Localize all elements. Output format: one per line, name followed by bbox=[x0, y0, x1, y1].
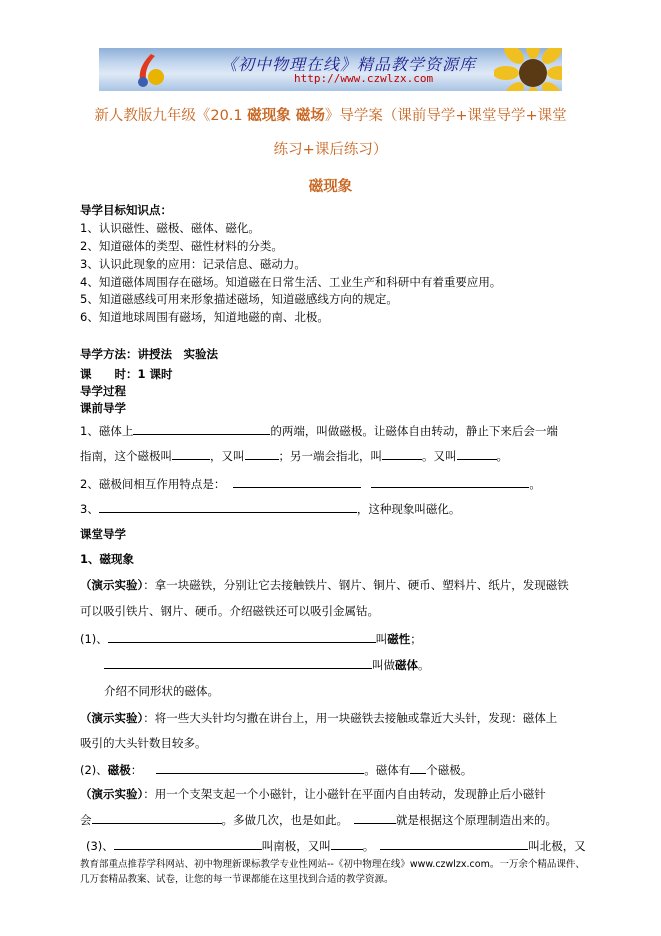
method-line: 导学方法：讲授法 实验法 bbox=[80, 347, 218, 361]
answer-blank[interactable] bbox=[92, 811, 222, 824]
answer-blank[interactable] bbox=[410, 761, 426, 774]
demo-3-cont: 会 。多做几次，也是如此。 就是根据这个原理制造出来的。 bbox=[80, 813, 557, 827]
answer-blank[interactable] bbox=[108, 630, 376, 643]
footer-line-1: 教育部重点推荐学科网站、初中物理新课标教学专业性网站--《初中物理在线》www.czwlzx.com。一万余个精品课件、 bbox=[80, 859, 585, 870]
objective-item: 5、知道磁感线可用来形象描述磁场，知道磁感线方向的规定。 bbox=[80, 292, 398, 306]
sunflower-icon bbox=[494, 48, 562, 91]
demo-2-cont: 吸引的大头针数目较多。 bbox=[80, 736, 207, 750]
answer-blank[interactable] bbox=[382, 447, 422, 460]
point-1: (1)、 叫磁性； bbox=[80, 632, 422, 646]
point-3: (3)、 叫南极，又叫 。 叫北极，又 bbox=[86, 839, 586, 853]
header-banner bbox=[99, 48, 562, 91]
answer-blank[interactable] bbox=[371, 475, 529, 488]
objective-item: 2、知道磁体的类型、磁性材料的分类。 bbox=[80, 239, 283, 253]
pre-heading: 课前导学 bbox=[80, 401, 126, 415]
demo-3: （演示实验）：用一个支架支起一个小磁针，让小磁针在平面内自由转动，发现静止后小磁针 bbox=[80, 787, 546, 801]
intro-shapes: 介绍不同形状的磁体。 bbox=[104, 684, 219, 698]
answer-blank[interactable] bbox=[354, 811, 396, 824]
point-1-cont: 叫做磁体。 bbox=[104, 656, 430, 673]
objectives-heading: 导学目标知识点： bbox=[80, 203, 172, 217]
footer-line-2: 几万套精品教案、试卷，让您的每一节课都能在这里找到合适的教学资源。 bbox=[80, 874, 394, 885]
doc-title-line1: 新人教版九年级《20.1 磁现象 磁场》导学案（课前导学+课堂导学+课堂 bbox=[94, 108, 567, 124]
pre-question-1: 1、磁体上 的两端，叫做磁极。让磁体自由转动，静止下来后会一端 bbox=[80, 424, 558, 438]
demo-2: （演示实验）：将一些大头针均匀撒在讲台上，用一块磁铁去接触或靠近大头针，发现：磁体上 bbox=[80, 711, 558, 725]
answer-blank[interactable] bbox=[457, 447, 497, 460]
answer-blank[interactable] bbox=[156, 761, 364, 774]
process-heading: 导学过程 bbox=[80, 384, 126, 398]
demo-1: （演示实验）：拿一块磁铁，分别让它去接触铁片、钢片、铜片、硬币、塑料片、纸片，发现磁铁 bbox=[80, 578, 569, 592]
demo-1-cont: 可以吸引铁片、钢片、硬币。介绍磁铁还可以吸引金属钴。 bbox=[80, 604, 379, 618]
objective-item: 6、知道地球周围有磁场，知道地磁的南、北极。 bbox=[80, 310, 329, 324]
answer-blank[interactable] bbox=[245, 447, 279, 460]
pre-question-1-cont: 指南，这个磁极叫 ，又叫 ；另一端会指北，叫 。又叫 。 bbox=[80, 449, 508, 463]
point-2: (2)、磁极： 。磁体有 个磁极。 bbox=[80, 763, 473, 777]
answer-blank[interactable] bbox=[172, 447, 210, 460]
pre-question-2: 2、磁极间相互作用特点是： 。 bbox=[80, 477, 541, 491]
banner-title: 《初中物理在线》精品教学资源库 bbox=[221, 55, 477, 74]
banner-url: http://www.czwlzx.com bbox=[294, 72, 434, 85]
objective-item: 3、认识此现象的应用：记录信息、磁动力。 bbox=[80, 257, 306, 271]
logo-icon bbox=[129, 52, 169, 88]
answer-blank[interactable] bbox=[233, 475, 361, 488]
subsection-magnetic-phenomenon: 1、磁现象 bbox=[80, 552, 135, 566]
hours-line: 课 时：1 课时 bbox=[80, 367, 173, 381]
objective-item: 4、知道磁体周围存在磁场。知道磁在日常生活、工业生产和科研中有着重要应用。 bbox=[80, 275, 502, 289]
pre-question-3: 3、 ，这种现象叫磁化。 bbox=[80, 502, 461, 516]
answer-blank[interactable] bbox=[104, 656, 372, 669]
objective-item: 1、认识磁性、磁极、磁体、磁化。 bbox=[80, 221, 260, 235]
section-title: 磁现象 bbox=[308, 179, 353, 195]
answer-blank[interactable] bbox=[114, 837, 262, 850]
answer-blank[interactable] bbox=[331, 837, 363, 850]
answer-blank[interactable] bbox=[380, 837, 528, 850]
answer-blank[interactable] bbox=[99, 500, 357, 513]
answer-blank[interactable] bbox=[133, 422, 270, 435]
doc-title-line2: 练习+课后练习） bbox=[273, 142, 388, 158]
class-heading: 课堂导学 bbox=[80, 527, 126, 541]
